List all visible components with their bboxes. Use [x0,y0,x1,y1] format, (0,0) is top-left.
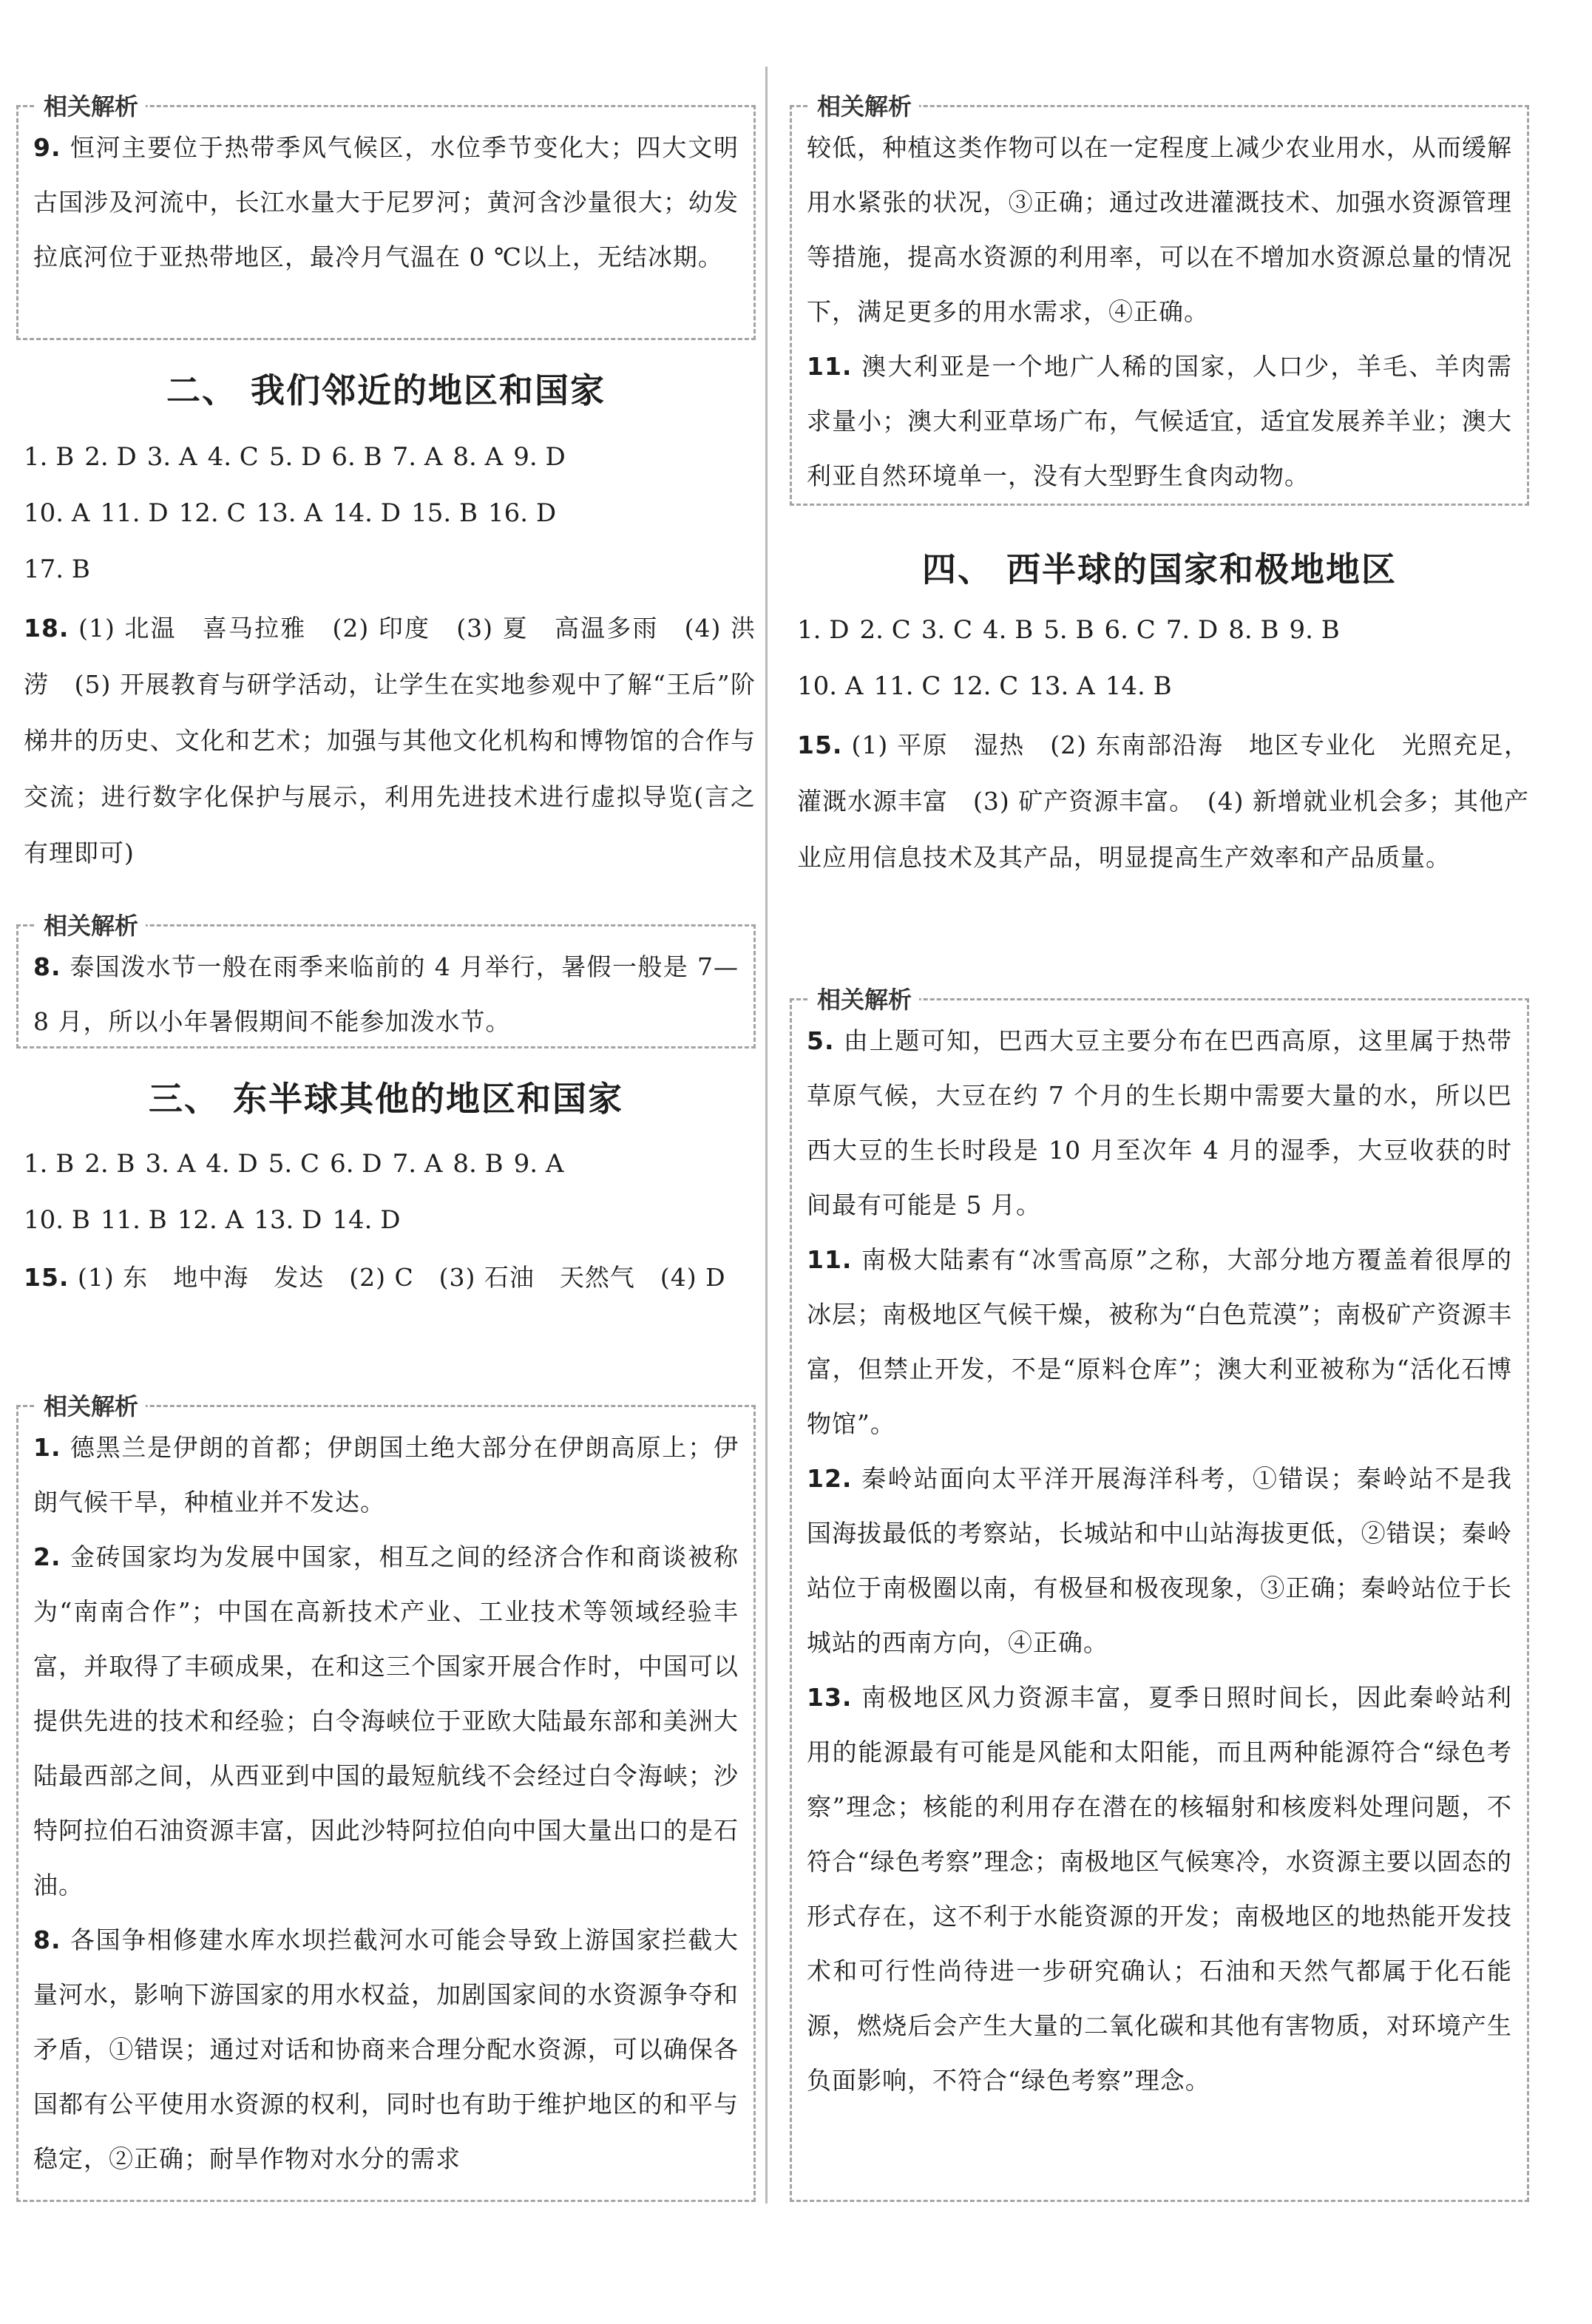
answer-item: 4. D [206,1149,258,1179]
answer-item: 8. B [1228,615,1279,645]
answer-block [24,429,756,597]
answer-block [797,602,1529,714]
answer-item: 13. A [1029,671,1095,701]
analysis-paragraph [33,1913,739,2186]
section-title: 二、 我们邻近的地区和国家 [166,370,606,410]
analysis-box [790,92,1529,506]
analysis-text: 金砖国家均为发展中国家，相互之间的经济合作和商谈被称为“南南合作”；中国在高新技术产业、工业技术等领域经验丰富，并取得了丰硕成果，在和这三个国家开展合作时，中国可以提供先进的技术和经验；白令海峡位于亚欧大陆最东部和美洲大陆最西部之间，从西亚到中国的最短航线不会经过白令海峡；沙特阿拉伯石油资源丰富，因此沙特阿拉伯向中国大量出口的是石油。 [33,1542,739,1900]
question-number: 13. [807,1683,853,1712]
analysis-box [790,986,1529,2202]
answer-item: 4. B [983,615,1034,645]
answer-free-block [24,600,756,881]
analysis-paragraph [807,1670,1512,2108]
answer-row [797,602,1529,658]
question-number: 2. [33,1542,61,1571]
answer-item: 1. B [24,442,75,472]
answer-block [24,1136,756,1248]
answer-item: 1. D [797,615,850,645]
answer-item: 9. B [1289,615,1340,645]
answer-item: 9. A [513,1149,564,1179]
analysis-text: 德黑兰是伊朗的首都；伊朗国土绝大部分在伊朗高原上；伊朗气候干旱，种植业并不发达。 [33,1433,739,1517]
question-number: 11. [807,1245,853,1274]
answer-item: 8. A [453,442,504,472]
answer-row [24,1192,756,1248]
question-number: 12. [807,1464,853,1493]
analysis-label: 相关解析 [36,907,146,941]
analysis-text: 恒河主要位于热带季风气候区，水位季节变化大；四大文明古国涉及河流中，长江水量大于尼罗河；黄河含沙量很大；幼发拉底河位于亚热带地区，最冷月气温在 0 ℃以上，无结冰期。 [33,133,739,271]
answer-item: 12. C [178,498,246,528]
answer-item: 14. D [332,498,402,528]
question-number: 18. [24,614,70,643]
answer-item: 11. B [100,1205,167,1235]
answer-item: 3. A [145,1149,196,1179]
answer-item: 3. C [921,615,973,645]
answer-item: 8. B [453,1149,504,1179]
analysis-paragraph [33,940,739,1049]
answer-item: 10. A [797,671,864,701]
analysis-paragraph [807,339,1512,504]
answer-item [24,600,756,881]
answer-item: 1. B [24,1149,75,1179]
answer-item: 13. A [256,498,322,528]
answer-item: 11. C [873,671,941,701]
answer-item: 16. D [487,498,557,528]
answer-item: 14. D [332,1205,401,1235]
answer-text: (1) 平原 湿热 (2) 东南部沿海 地区专业化 光照充足，灌溉水源丰富 (3) 矿产资源丰富。 (4) 新增就业机会多；其他产业应用信息技术及其产品，明显提高生产效率和产品质量。 [797,731,1529,872]
answer-item: 17. B [24,555,90,584]
answer-row [24,429,756,485]
answer-item: 12. A [177,1205,244,1235]
answer-item: 2. D [84,442,137,472]
answer-text: (1) 北温 喜马拉雅 (2) 印度 (3) 夏 高温多雨 (4) 洪涝 (5) 开展教育与研学活动，让学生在实地参观中了解“王后”阶梯井的历史、文化和艺术；加强与其他文化机构和博物馆的合作与交流；进行数字化保护与展示，利用先进技术进行虚拟导览(言之有理即可) [24,614,756,867]
analysis-paragraph [33,1530,739,1913]
answer-item: 5. C [268,1149,320,1179]
answer-item [24,1250,756,1306]
answer-item: 6. B [331,442,382,472]
analysis-box [16,1392,756,2202]
answer-row [24,1136,756,1192]
analysis-text: 南极地区风力资源丰富，夏季日照时间长，因此秦岭站利用的能源最有可能是风能和太阳能，而且两种能源符合“绿色考察”理念；核能的利用存在潜在的核辐射和核废料处理问题，不符合“绿色考察”理念；南极地区气候寒冷，水资源主要以固态的形式存在，这不利于水能资源的开发；南极地区的地热能开发技术和可行性尚待进一步研究确认；石油和天然气都属于化石能源，燃烧后会产生大量的二氧化碳和其他有害物质，对环境产生负面影响，不符合“绿色考察”理念。 [807,1683,1512,2095]
answer-item: 3. A [146,442,197,472]
analysis-paragraph [807,1233,1512,1451]
section-title: 四、 西半球的国家和极地地区 [921,549,1397,589]
analysis-paragraph [33,121,739,285]
question-number: 1. [33,1433,61,1462]
answer-item: 2. B [84,1149,135,1179]
analysis-text: 各国争相修建水库水坝拦截河水可能会导致上游国家拦截大量河水，影响下游国家的用水权益，加剧国家间的水资源争夺和矛盾，①错误；通过对话和协商来合理分配水资源，可以确保各国都有公平使用水资源的权利，同时也有助于维护地区的和平与稳定，②正确；耐旱作物对水分的需求 [33,1925,739,2173]
answer-row [24,541,756,597]
answer-item: 15. B [411,498,478,528]
analysis-label: 相关解析 [36,88,146,122]
answer-row [24,485,756,541]
analysis-text: 南极大陆素有“冰雪高原”之称，大部分地方覆盖着很厚的冰层；南极地区气候干燥，被称为“白色荒漠”；南极矿产资源丰富，但禁止开发，不是“原料仓库”；澳大利亚被称为“活化石博物馆”。 [807,1245,1512,1438]
question-number: 5. [807,1026,835,1055]
analysis-label: 相关解析 [36,1388,146,1422]
answer-item: 14. B [1105,671,1172,701]
answer-row [797,658,1529,714]
question-number: 8. [33,952,61,981]
analysis-paragraph [33,1420,739,1530]
answer-item: 5. B [1043,615,1094,645]
answer-item: 7. A [392,1149,443,1179]
analysis-text: 澳大利亚是一个地广人稀的国家，人口少，羊毛、羊肉需求量小；澳大利亚草场广布，气候适宜，适宜发展养羊业；澳大利亚自然环境单一，没有大型野生食肉动物。 [807,352,1512,490]
analysis-box [16,92,756,340]
question-number: 8. [33,1925,61,1954]
question-number: 9. [33,133,61,162]
analysis-label: 相关解析 [810,981,919,1015]
answer-item: 11. D [100,498,169,528]
analysis-paragraph [807,121,1512,339]
answer-item: 10. B [24,1205,90,1235]
answer-free-block [797,717,1529,886]
answer-item [797,717,1529,886]
analysis-text: 泰国泼水节一般在雨季来临前的 4 月举行，暑假一般是 7—8 月，所以小年暑假期间不能参加泼水节。 [33,952,739,1036]
answer-item: 2. C [859,615,911,645]
analysis-paragraph [807,1451,1512,1670]
answer-item: 4. C [207,442,259,472]
section-title: 三、 东半球其他的地区和国家 [148,1079,623,1119]
question-number: 11. [807,352,853,381]
question-number: 15. [797,731,843,759]
answer-item: 5. D [268,442,322,472]
question-number: 15. [24,1263,70,1292]
answer-item: 10. A [24,498,90,528]
answer-item: 9. D [513,442,566,472]
answer-item: 7. D [1165,615,1219,645]
answer-item: 6. C [1104,615,1156,645]
answer-item: 7. A [392,442,443,472]
analysis-text: 由上题可知，巴西大豆主要分布在巴西高原，这里属于热带草原气候，大豆在约 7 个月的生长期中需要大量的水，所以巴西大豆的生长时段是 10 月至次年 4 月的湿季，大豆收获的时间最有可能是 5 月。 [807,1026,1513,1219]
analysis-text: 秦岭站面向太平洋开展海洋科考，①错误；秦岭站不是我国海拔最低的考察站，长城站和中山站海拔更低，②错误；秦岭站位于南极圈以南，有极昼和极夜现象，③正确；秦岭站位于长城站的西南方向，④正确。 [807,1464,1512,1657]
analysis-paragraph [807,1014,1512,1233]
answer-free-block [24,1250,756,1306]
answer-item: 12. C [951,671,1019,701]
analysis-text: 较低，种植这类作物可以在一定程度上减少农业用水，从而缓解用水紧张的状况，③正确；通过改进灌溉技术、加强水资源管理等措施，提高水资源的利用率，可以在不增加水资源总量的情况下，满足更多的用水需求，④正确。 [807,133,1512,326]
answer-item: 6. D [330,1149,382,1179]
analysis-box [16,912,756,1048]
column-divider [765,67,768,2203]
answer-item: 13. D [254,1205,322,1235]
analysis-label: 相关解析 [810,88,919,122]
answer-text: (1) 东 地中海 发达 (2) C (3) 石油 天然气 (4) D [77,1263,726,1292]
